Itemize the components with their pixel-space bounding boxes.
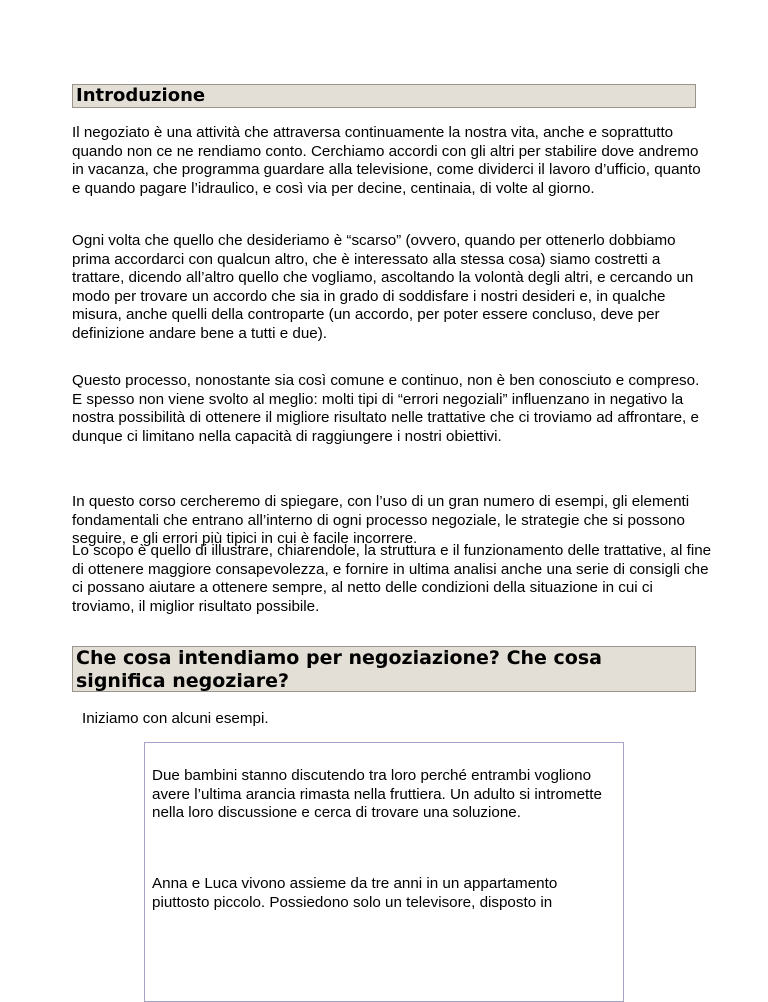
paragraph-4: In questo corso cercheremo di spiegare, con l’uso di un gran numero di esempi, gli elementi fondamentali che entrano all’interno di ogni processo negoziale, le strategie che si possono seguire, e gli errori più tipici in cui è facile incorrere.: [72, 493, 690, 547]
examples-box: [144, 742, 624, 1002]
paragraph-3: Questo processo, nonostante sia così comune e continuo, non è ben conosciuto e compreso. E spesso non viene svolto al meglio: molti tipi di “errori negoziali” influenzano in negativo la nostra possibilità di ottenere il migliore risultato nelle trattative che ci troviamo ad affrontare, e dunque ci limitano nella capacità di raggiungere i nostri obiettivi.: [72, 372, 700, 445]
examples-intro: Iniziamo con alcuni esempi.: [82, 710, 269, 727]
example-2: Anna e Luca vivono assieme da tre anni in un appartamento piuttosto piccolo. Possiedono solo un televisore, disposto in: [152, 875, 558, 911]
paragraph-1: Il negoziato è una attività che attraversa continuamente la nostra vita, anche e soprattutto quando non ce ne rendiamo conto. Cerchiamo accordi con gli altri per stabilire dove andremo in vacanza, che programma guardare alla televisione, come dividerci il lavoro d’ufficio, quanto e quando pagare l’idraulico, e così via per decine, centinaia, di volte al giorno.: [72, 124, 701, 197]
section-heading-negoziazione: [72, 646, 696, 692]
section-title: Introduzione: [76, 85, 206, 106]
section-title-line-1: Che cosa intendiamo per negoziazione? Che cosa: [76, 647, 602, 669]
section-heading-introduzione: [72, 84, 696, 108]
paragraph-5: Lo scopo è quello di illustrare, chiarendole, la struttura e il funzionamento delle trattative, al fine di ottenere maggiore consapevolezza, e fornire in ultima analisi anche una serie di consigli che ci possano aiutare a ottenere sempre, al netto delle condizioni della situazione in cui ci troviamo, il miglior risultato possibile.: [72, 542, 712, 615]
section-title-line-2: significa negoziare?: [76, 670, 289, 692]
example-1: Due bambini stanno discutendo tra loro perché entrambi vogliono avere l’ultima arancia rimasta nella fruttiera. Un adulto si intromette nella loro discussione e cerca di trovare una soluzione.: [152, 767, 602, 821]
paragraph-2: Ogni volta che quello che desideriamo è “scarso” (ovvero, quando per ottenerlo dobbiamo prima accordarci con qualcun altro, che è interessato alla stessa cosa) siamo costretti a trattare, dicendo all’altro quello che vogliamo, ascoltando la volontà degli altri, e cercando un modo per trovare un accordo che sia in grado di soddisfare i nostri desideri e, in qualche misura, anche quelli della controparte (un accordo, per poter essere concluso, deve per definizione andare bene a tutti e due).: [72, 232, 694, 342]
